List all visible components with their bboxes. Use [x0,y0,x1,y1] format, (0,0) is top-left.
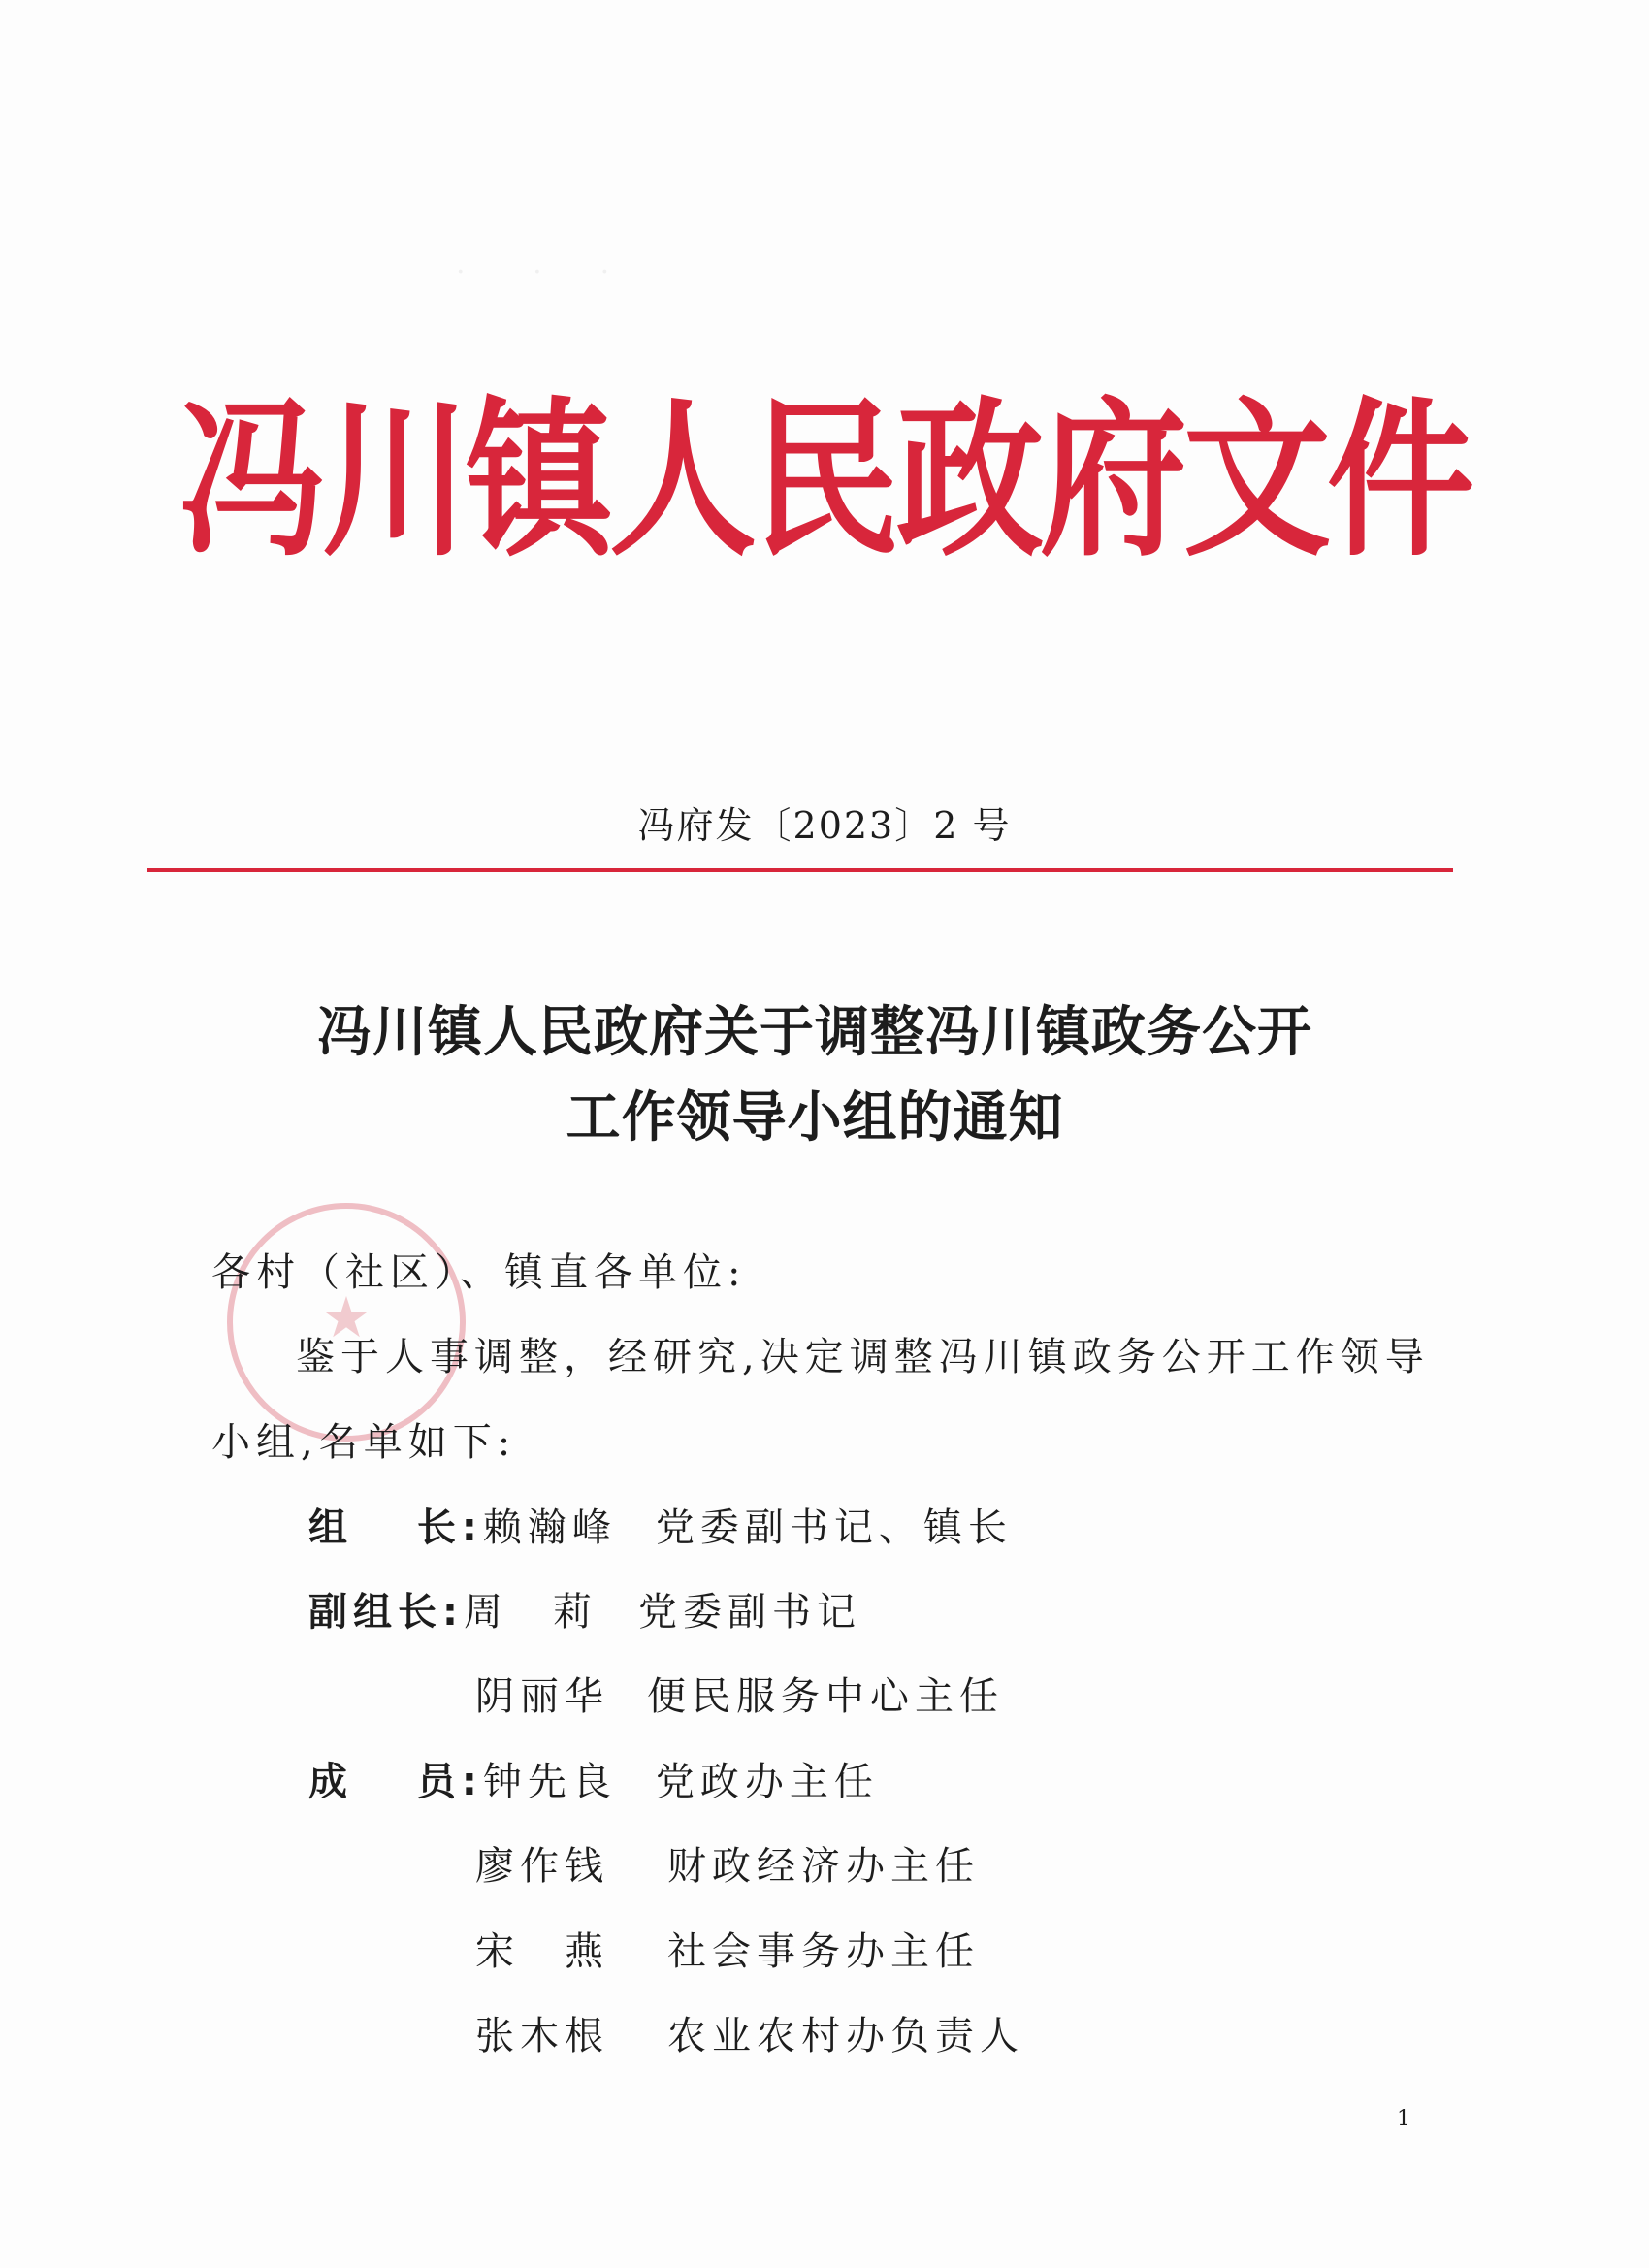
member-role: 社会事务办主任 [667,1929,980,1974]
notice-title-line-2: 工作领导小组的通知 [566,1086,1064,1150]
leader-label: 组 长: [308,1506,483,1550]
leader-name: 赖瀚峰 [482,1506,617,1550]
deputy-row [308,1581,861,1636]
salutation: 各村（社区）、镇直各单位: [211,1250,747,1295]
svg-text:★: ★ [321,1284,372,1350]
bleed-through: · · · [456,255,610,289]
leader-role: 党委副书记、镇长 [655,1506,1013,1550]
member-label: 成 员: [308,1760,483,1804]
member-role: 农业农村办负责人 [667,2014,1024,2058]
red-divider-line [147,868,1453,872]
notice-title-line-1: 冯川镇人民政府关于调整冯川镇政务公开 [317,1001,1312,1064]
deputy-label: 副组长: [308,1590,464,1635]
member-name: 宋 燕 [475,1929,609,1974]
member-name: 廖作钱 [475,1844,609,1889]
member-row [475,1921,980,1976]
paragraph-line-1: 鉴于人事调整，经研究,决定调整冯川镇政务公开工作领导 [296,1335,1430,1379]
document-number: 冯府发〔2023〕2 号 [637,804,1012,847]
deputy-row [475,1666,1004,1721]
leader-row [308,1497,1013,1552]
deputy-role: 便民服务中心主任 [647,1674,1004,1719]
member-name: 张木根 [475,2014,609,2058]
page-number: 1 [1397,2107,1410,2131]
paragraph-line-2: 小组,名单如下: [211,1420,517,1465]
member-role: 党政办主任 [655,1760,879,1804]
member-row [475,2005,1024,2060]
deputy-name: 阴丽华 [475,1674,609,1719]
member-name: 钟先良 [482,1760,617,1804]
member-role: 财政经济办主任 [667,1844,980,1889]
member-row [308,1751,879,1806]
member-row [475,1835,980,1891]
deputy-role: 党委副书记 [638,1590,861,1635]
deputy-name: 周 莉 [464,1590,598,1635]
masthead-title: 冯川镇人民政府文件 [178,381,1471,580]
